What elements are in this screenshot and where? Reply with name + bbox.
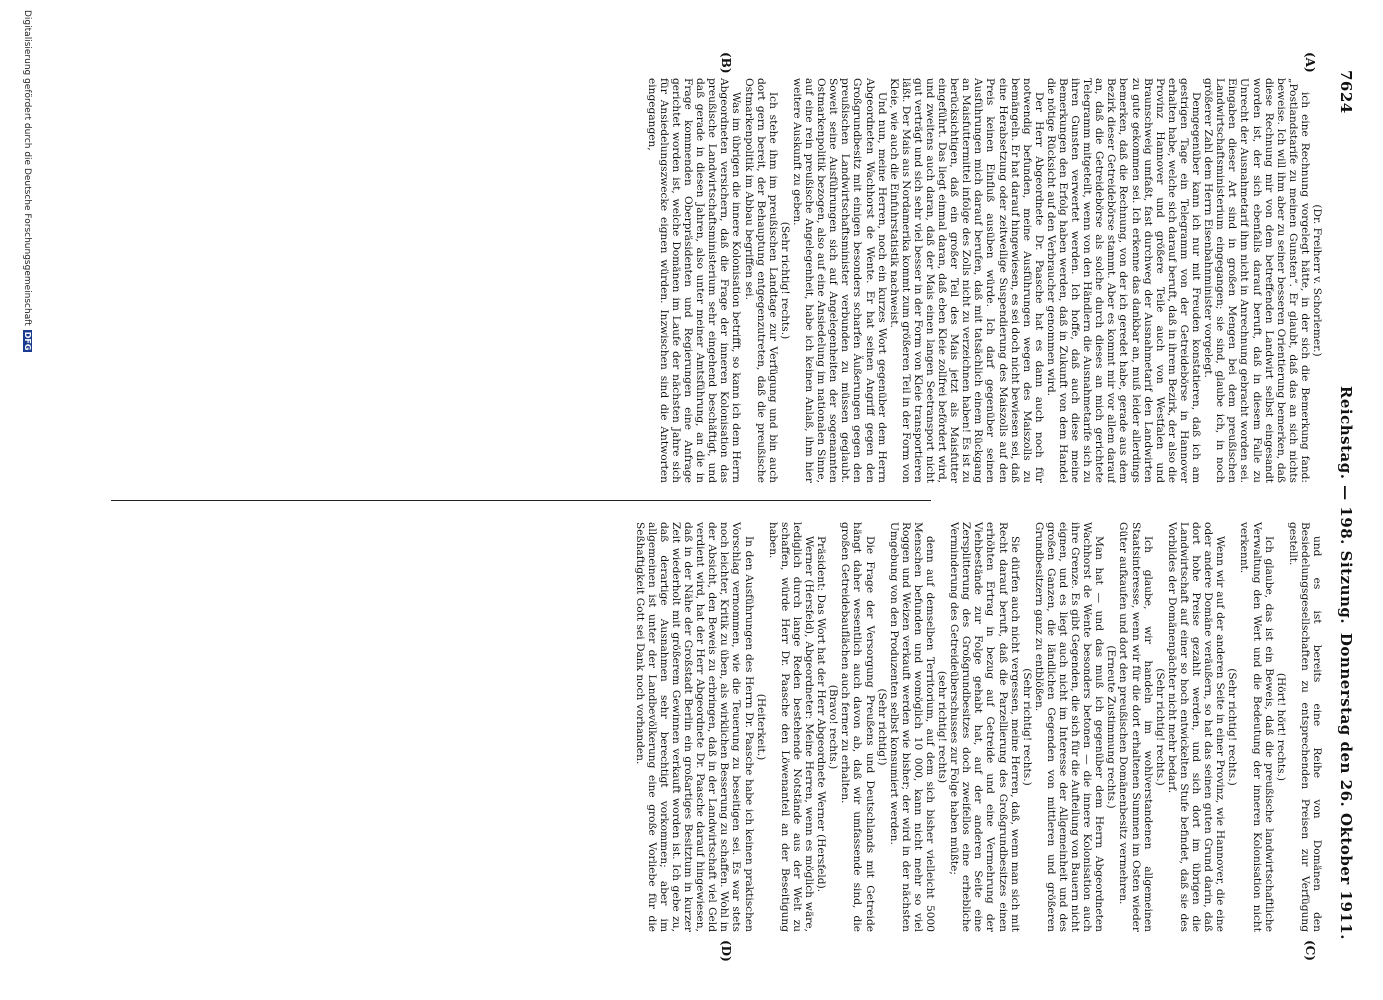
left-text-column bbox=[108, 78, 1323, 483]
paragraph: Der Herr Abgeordnete Dr. Paasche hat es dann auch noch für notwendig befunden, meine Ausführungen wegen des Maiszolls zu bemängeln. Er hat darauf hingewiesen, es sei doch nicht bewiesen sei, daß eine Herabsetzung oder zeitweilige Suspendierung des Maiszolls auf den Preis keinen Einfluß ausüben würde. Ich darf gegenüber seinen Ausführungen mich darauf berufen, daß mit tatsächlich einem Rückgang an Maisfuttermittel infolge des Zolls nicht zu verzeichnen haben! Es ist zu berücksichtigen, daß ein großer Teil des Mais jetzt als Maisfutter eingeführt. Das liegt einmal daran, daß eben Kleie zollfrei befördert wird, und zweitens auch daran, daß der Mais einen langen Seetransport nicht gut verträgt und sich sehr viel besser in der Form von Kleie transportieren läßt. Der Mais aus Nordamerika kommt zum größeren Teil in der Form von Kleie, wie auch die Einfuhrstatistik nachweist. bbox=[887, 78, 1045, 483]
paragraph: Ich stehe ihm im preußischen Landtage zur Verfügung und bin auch dort gern bereit, der Behauptung entgegenzutreten, daß die preußische Ostmarkenpolitik im Abbau begriffen sei. bbox=[742, 78, 779, 483]
paragraph: Ich glaube, wir handeln im wohlverstandenen allgemeinen Staatsinteresse, wenn wir für die dort erhaltenen Summen im Osten wieder Güter aufkaufen und dort den preußischen Domänenbesitz vermehren. bbox=[1117, 522, 1154, 932]
paragraph: und es ist bereits eine Reihe von Domänen den Besiedelungsgesellschaften zu entsprechenden Preisen zur Verfügung gestellt. bbox=[1286, 522, 1323, 932]
paragraph: Was im übrigen die innere Kolonisation betrifft, so kann ich dem Herrn Abgeordneten versichern, daß die Frage der inneren Kolonisation das preußische Landwirtschaftsministerium sehr eingehend beschäftigt, und daß gerade in diesen Jahren, also unter meiner Amtsführung, an die in Frage kommenden Oberpräsidenten und Regierungen eine Anfrage gerichtet worden ist, welche Domänen im Laufe der nächsten Jahre sich für Ansiedelungszwecke eignen würden. Inzwischen sind die Antworten eingegangen, bbox=[645, 78, 743, 483]
paragraph: Wenn wir auf der anderen Seite in einer Provinz, wie Hannover, die eine oder andere Domäne veräußern, so hat das seinen guten Grund darin, daß dort hohe Preise gezahlt werden, und sich dort im übrigen die Landwirtschaft auf einer so hoch entwickelten Stufe befindet, daß sie des Vorbildes der Domänenpächter nicht mehr bedarf. bbox=[1165, 522, 1227, 932]
credit-text: Digitalisierung gefördert durch die Deutsche Forschungsgemeinschaft bbox=[22, 10, 32, 326]
paragraph: denn auf demselben Territorium, auf dem sich bisher vielleicht 5000 Menschen befunden und womöglich 10 000, kann nicht mehr so viel Roggen und Weizen verkauft werden wie bisher; der wird in der nächsten Umgebung von den Produzenten selbst konsumiert werden. bbox=[887, 522, 936, 932]
paragraph: Die Frage der Versorgung Preußens und Deutschlands mit Getreide hängt daher wesentlich auch davon ab, daß wir umfassende sind, die großen Getreidebauflächen auch ferner zu erhalten. bbox=[839, 522, 876, 932]
interjection: (Erneute Zustimmung rechts.) bbox=[1105, 645, 1118, 809]
right-text-column bbox=[108, 522, 1323, 932]
interjection: (Bravo! rechts.) bbox=[827, 684, 840, 770]
paragraph: Demgegenüber kann ich nur mit Freuden konstatieren, daß ich am gestrigen Tage ein Telegramm von der Getreidebörse in Hannover erhalten habe, welche sich darauf beruft, daß in ihrem Bezirk, der also die Provinz Hannover und größere Teile auch von Westfalen und Braunschweig umfaßt, fast durchweg der Ausnahmetarif den Landwirten zu gute gekommen sei. Ich erkenne das dankbar an, muß leider allerdings bemerken, daß die Rechnung, von der ich geredet habe, gerade aus dem Bezirk dieser Getreidebörse stammt. Aber es kommt mir vor allem darauf an, daß die Getreidebörse als solche durch dieses an mich gerichtete Telegramm mitgeteilt, wenn von den Händlern die Ausnahmetarife sich zu ihren Gunsten verwertet werden. Ich hoffe, daß auch diese meine Bemerkungen den Erfolg haben werden, daß in Zukunft von dem Handel die nötige Rücksicht auf den Verbraucher genommen wird. bbox=[1044, 78, 1203, 483]
paragraph: Und nun, meine Herren, noch ein kurzes Wort gegenüber dem Herrn Abgeordneten Wachhorst de Wente. Er hat seinen Angriff gegen den Großgrundbesitz mit einigen besonders scharfen Äußerungen gegen den preußischen Landwirtschaftsminister verbunden zu müssen geglaubt. Soweit seine Ausführungen sich auf Angelegenheiten der sogenannten Ostmarkenpolitik bezogen, also auf eine Ansiedelung im nationalen Sinne, auf eine rein preußische Angelegenheit, habe ich keinen Anlaß, ihm hier weitere Auskunft zu geben. bbox=[790, 78, 888, 483]
president-statement: Präsident: Das Wort hat der Herr Abgeordnete Werner (Hersfeld). bbox=[815, 536, 828, 893]
paragraph: In den Ausführungen des Herrn Dr. Paasche habe ich keinen praktischen Vorschlag vernommen, wie die Teuerung zu beseitigen sei. Es war stets noch leichter, Kritik zu üben, als wirklichen Besserung zu schaffen. Wohl in der Absicht, den Beweis zu erbringen, daß in der Landwirtschaft viel Geld verdient wird, hat der Herr Abgeordnete Dr. Paasche darauf hingewiesen, daß in der Nähe der Großstadt Berlin ein großartiges Besitztum in kurzer Zeit wiederholt mit größerem Gewinnen verkauft worden ist. Ich gebe zu, daß derartige Ausnahmen sehr berechtigt vorkommen; aber im allgemeinen ist unter der Landbevölkerung eine große Vorliebe für die Seßhaftigkeit Gott sei Dank noch vorhanden. bbox=[633, 522, 755, 932]
paragraph: Ich glaube, das ist ein Beweis, daß die preußische landwirtschaftliche Verwaltung den Wert und die Bedeutung der inneren Kolonisation nicht verkennt. bbox=[1238, 522, 1275, 932]
digitization-credit bbox=[20, 10, 32, 990]
interjection: (Heiterkeit.) bbox=[754, 693, 767, 761]
column-divider bbox=[111, 500, 931, 501]
interjection: (Hört! hört! rechts.) bbox=[1274, 672, 1287, 782]
page-number: 7624 bbox=[1337, 70, 1355, 114]
paragraph: ich eine Rechnung vorgelegt hätte, in der sich die Bemerkung fand: „Postlandstarife zu meinen Gunsten“. Er glaubt, daß das an sich nichts beweise. Ich will ihm aber zu seiner besseren Orientierung bemerken, daß diese Rechnung mir von dem betreffenden Landwirt selbst eingesandt worden ist, der sich ebenfalls darauf beruft, daß in diesem Falle zu Unrecht der Ausnahmetarif ihm nicht in Anrechnung gebracht worden sei. Eingaben dieser Art sind in großen Mengen bei dem preußischen Landwirtschaftsministerium eingegangen; sie sind, glaube ich, in noch größerer Zahl dem Herrn Eisenbahnminister vorgelegt. bbox=[1202, 78, 1311, 483]
paragraph: Werner (Hersfeld), Abgeordneter: Meine Herren, wenn es möglich wäre, lediglich durch lange Reden bestehende Notstände aus der Welt zu schaffen, würde Herr Dr. Paasche den Löwenanteil an der Beseitigung haben. bbox=[766, 522, 816, 932]
interjection: (Sehr richtig! rechts.) bbox=[1020, 668, 1033, 786]
paragraph: Man hat — und das muß ich gegenüber dem Herrn Abgeordneten Wachhorst de Wente besonders betonen — die innere Kolonisation auch ihre Grenze. Es gibt Gegenden, die sich für die Aufteilung von Bauern nicht eignen, und es liegt auch nicht im Interesse der Allgemeinheit und des großen Ganzen, die ländlichen Gegenden von mittleren und größeren Grundbesitzern ganz zu entblößen. bbox=[1032, 522, 1106, 932]
session-date: Donnerstag den 26. Oktober 1911. bbox=[1337, 632, 1355, 940]
paragraph: Sie dürfen auch nicht vergessen, meine Herren, daß, wenn man sich mit Recht darauf beruft, daß die Parzellierung des Großgrundbesitzes einen erhöhten Ertrag in bezug auf Getreide und eine Vermehrung der Viehbestände zur Folge gehabt hat, auf der anderen Seite eine Zersplitterung des Großgrundbesitzes doch zweifellos eine erhebliche Verminderung des Getreideüberschusses zur Folge haben müßte; bbox=[948, 522, 1021, 932]
interjection: (Sehr richtig! rechts.) bbox=[778, 221, 791, 340]
speaker-heading: (Dr. Freiherr v. Schorlemer.) bbox=[1311, 204, 1323, 357]
interjection: (Sehr richtig! rechts.) bbox=[1153, 668, 1166, 786]
interjection: (Sehr richtig! rechts.) bbox=[1226, 668, 1239, 786]
margin-mark-b: (B) bbox=[719, 52, 733, 74]
dfg-logo: DFG bbox=[23, 331, 32, 351]
interjection: (Sehr richtig!) bbox=[875, 688, 888, 766]
session-title: Reichstag. — 198. Sitzung. bbox=[1337, 385, 1355, 625]
margin-mark-c: (C) bbox=[1303, 940, 1317, 961]
interjection: (sehr richtig! rechts) bbox=[936, 670, 949, 784]
page-header bbox=[1329, 70, 1355, 940]
margin-mark-a: (A) bbox=[1303, 52, 1317, 73]
margin-mark-d: (D) bbox=[719, 940, 733, 962]
